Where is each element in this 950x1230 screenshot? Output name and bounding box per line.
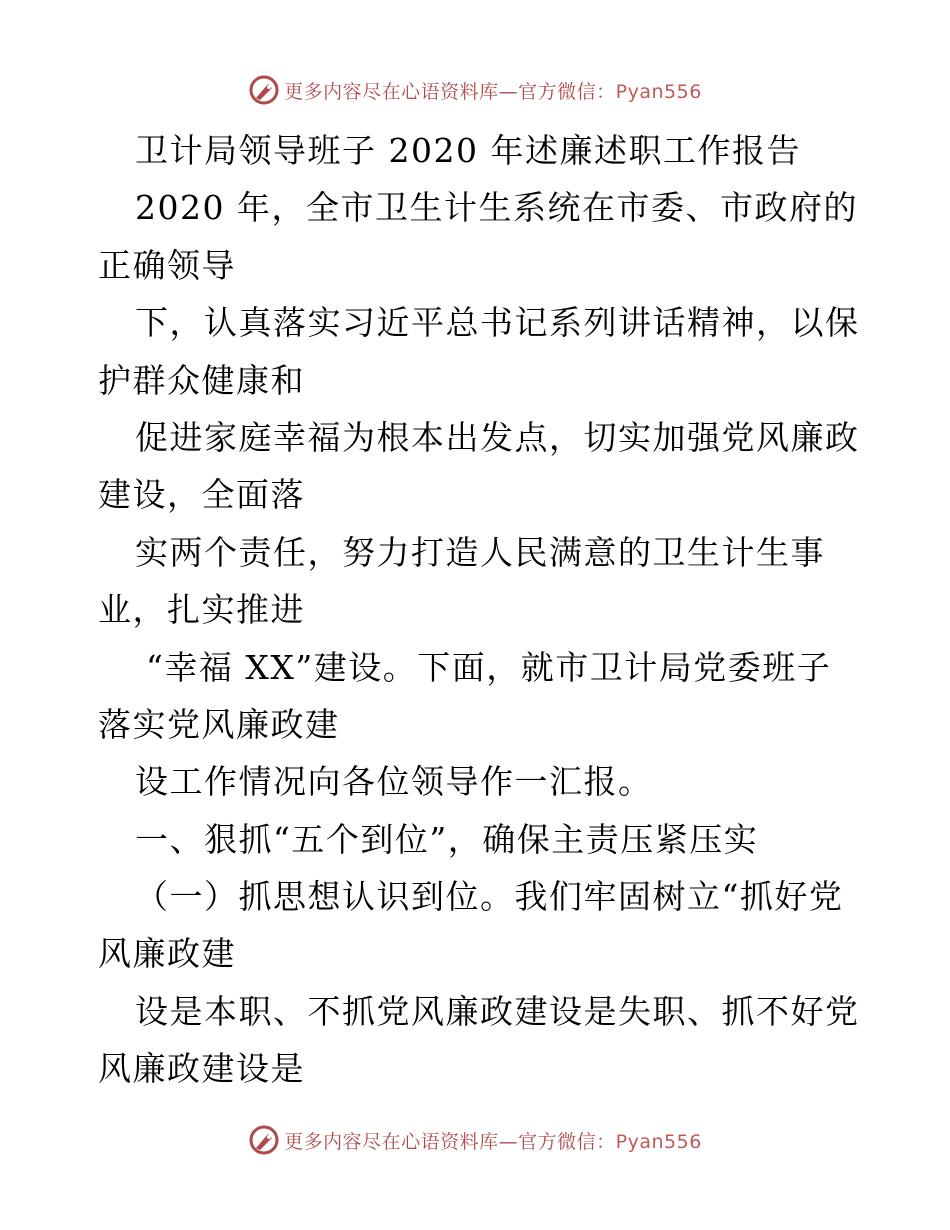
paragraph-line: 风廉政建 bbox=[98, 934, 236, 974]
pen-nib-logo-icon bbox=[248, 1124, 280, 1156]
banner-wechat-id: Pyan556 bbox=[615, 80, 702, 103]
footer-watermark-banner bbox=[0, 1120, 950, 1160]
banner-wechat-id: Pyan556 bbox=[615, 1130, 702, 1153]
paragraph-line: 2020 年，全市卫生计生系统在市委、市政府的 bbox=[135, 188, 858, 228]
document-body bbox=[98, 122, 858, 1098]
paragraph-line: “幸福 XX”建设。下面，就市卫计局党委班子 bbox=[146, 647, 832, 687]
banner-label: 更多内容尽在心语资料库—官方微信： bbox=[284, 1130, 616, 1153]
paragraph-line: 实两个责任，努力打造人民满意的卫生计生事 bbox=[135, 532, 825, 572]
subsection-heading: （一）抓思想认识到位。我们牢固树立“抓好党 bbox=[135, 877, 844, 917]
paragraph-line: 正确领导 bbox=[98, 245, 236, 285]
paragraph-line: 护群众健康和 bbox=[98, 360, 305, 400]
paragraph-line: 风廉政建设是 bbox=[98, 1049, 305, 1089]
paragraph-line: 设是本职、不抓党风廉政建设是失职、抓不好党 bbox=[135, 991, 860, 1031]
banner-label: 更多内容尽在心语资料库—官方微信： bbox=[284, 80, 616, 103]
document-title: 卫计局领导班子 2020 年述廉述职工作报告 bbox=[135, 131, 801, 170]
section-heading: 一、狠抓“五个到位”，确保主责压紧压实 bbox=[135, 819, 759, 859]
pen-nib-logo-icon bbox=[248, 74, 280, 106]
paragraph-line: 设工作情况向各位领导作一汇报。 bbox=[135, 762, 653, 802]
paragraph-line: 建设，全面落 bbox=[98, 475, 305, 515]
paragraph-line: 下，认真落实习近平总书记系列讲话精神，以保 bbox=[135, 303, 860, 343]
paragraph-line: 落实党风廉政建 bbox=[98, 704, 340, 744]
header-watermark-banner bbox=[0, 70, 950, 110]
paragraph-line: 促进家庭幸福为根本出发点，切实加强党风廉政 bbox=[135, 417, 860, 457]
banner-text bbox=[284, 77, 702, 104]
paragraph-line: 业，扎实推进 bbox=[98, 590, 305, 630]
banner-text bbox=[284, 1127, 702, 1154]
